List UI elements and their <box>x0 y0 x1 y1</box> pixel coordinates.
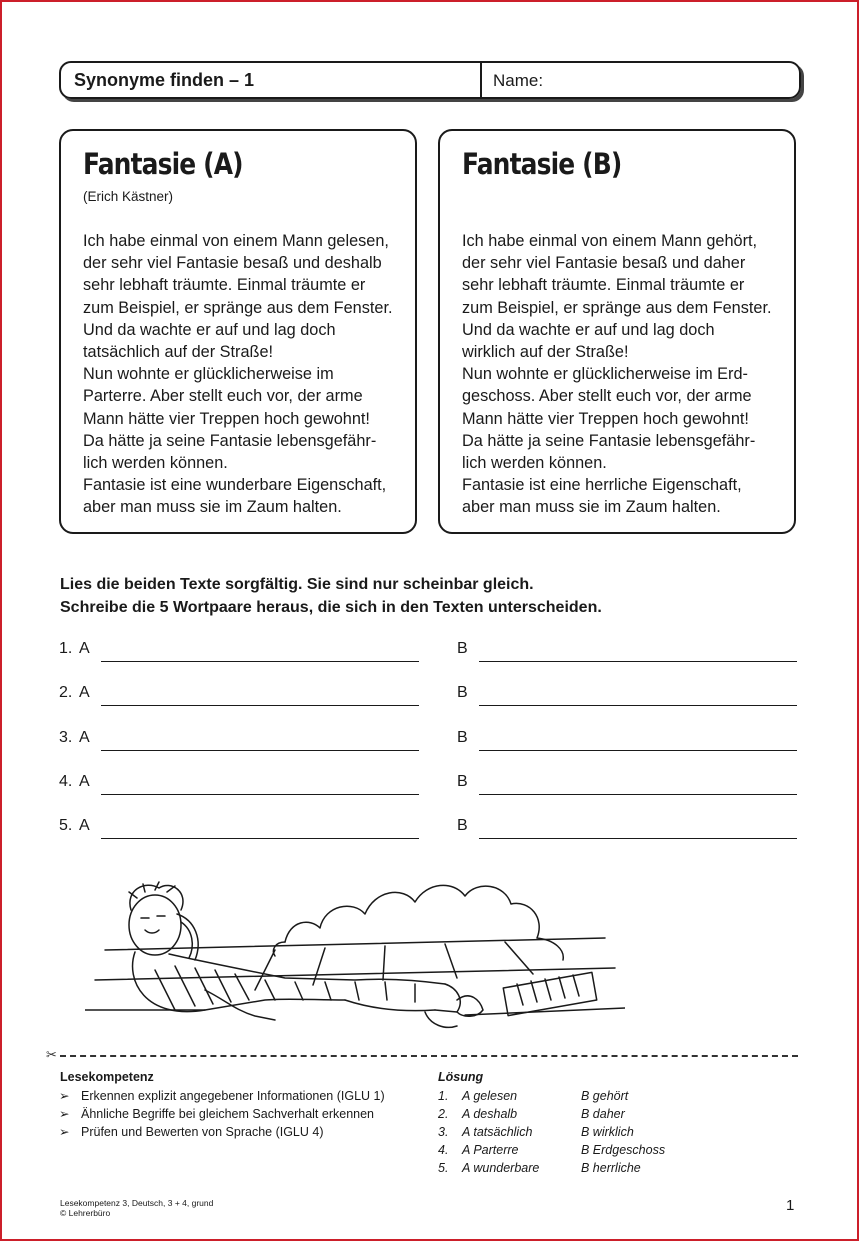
story-line: Fantasie ist eine wunderbare Eigenschaft, <box>83 476 387 495</box>
answer-row <box>0 773 859 797</box>
solution-b: B daher <box>581 1107 625 1121</box>
story-line: Und da wachte er auf und lag doch <box>83 320 336 339</box>
answer-number: 5. <box>59 817 73 834</box>
story-line: sehr lebhaft träumte. Einmal träumte er <box>462 276 745 295</box>
scissors-icon: ✂ <box>46 1047 57 1062</box>
story-author: (Erich Kästner) <box>83 189 174 204</box>
story-line: Nun wohnte er glücklicherweise im <box>83 365 334 384</box>
answer-label-a: A <box>79 684 90 701</box>
answer-row <box>0 640 859 664</box>
story-text-a <box>83 230 393 519</box>
story-title-b: Fantasie (B) <box>462 147 622 181</box>
list-item <box>59 1105 385 1123</box>
answer-line-b[interactable] <box>479 750 797 751</box>
answer-label-b: B <box>457 773 468 790</box>
answer-number: 3. <box>59 729 73 746</box>
answer-row <box>0 817 859 841</box>
answer-label-b: B <box>457 729 468 746</box>
solution-a: A gelesen <box>462 1089 518 1103</box>
answer-line-b[interactable] <box>479 705 797 706</box>
man-on-street-illustration <box>85 850 625 1040</box>
header-divider <box>480 63 482 97</box>
solution-row <box>438 1141 665 1159</box>
solution-number: 4. <box>438 1143 449 1157</box>
story-title-a: Fantasie (A) <box>83 147 243 181</box>
footer-line-2: © Lehrerbüro <box>60 1208 111 1218</box>
solution-b: B gehört <box>581 1089 629 1103</box>
story-box-b <box>438 129 796 534</box>
answer-line-a[interactable] <box>101 661 419 662</box>
solution-a: A tatsächlich <box>462 1125 533 1139</box>
solution-row <box>438 1087 665 1105</box>
lesekompetenz-title: Lesekompetenz <box>60 1070 154 1084</box>
arrow-bullet-icon: ➢ <box>59 1089 70 1103</box>
answer-label-b: B <box>457 684 468 701</box>
solution-number: 3. <box>438 1125 449 1139</box>
story-line: Parterre. Aber stellt euch vor, der arme <box>83 387 363 406</box>
answer-line-b[interactable] <box>479 661 797 662</box>
arrow-bullet-icon: ➢ <box>59 1107 70 1121</box>
list-item <box>59 1087 385 1105</box>
story-line: aber man muss sie im Zaum halten. <box>462 498 721 517</box>
answer-number: 4. <box>59 773 73 790</box>
loesung-list <box>438 1087 665 1177</box>
answer-label-b: B <box>457 640 468 657</box>
solution-number: 5. <box>438 1161 449 1175</box>
list-item-text: Erkennen explizit angegebener Informationen (IGLU 1) <box>81 1089 385 1103</box>
story-line: Fantasie ist eine herrliche Eigenschaft, <box>462 476 742 495</box>
worksheet-header <box>59 61 801 99</box>
worksheet-title: Synonyme finden – 1 <box>74 70 255 90</box>
story-line: lich werden können. <box>462 454 607 473</box>
solution-row <box>438 1123 665 1141</box>
solution-b: B Erdgeschoss <box>581 1143 666 1157</box>
solution-b: B herrliche <box>581 1161 641 1175</box>
answer-line-a[interactable] <box>101 794 419 795</box>
arrow-bullet-icon: ➢ <box>59 1125 70 1139</box>
answer-label-a: A <box>79 773 90 790</box>
story-line: sehr lebhaft träumte. Einmal träumte er <box>83 276 366 295</box>
answer-number: 1. <box>59 640 73 657</box>
task-line-1: Lies die beiden Texte sorgfältig. Sie sind nur scheinbar gleich. <box>60 576 534 593</box>
story-line: Nun wohnte er glücklicherweise im Erd- <box>462 365 748 384</box>
story-line: Mann hätte vier Treppen hoch gewohnt! <box>462 409 749 428</box>
story-line: tatsächlich auf der Straße! <box>83 343 274 362</box>
list-item-text: Ähnliche Begriffe bei gleichem Sachverhalt erkennen <box>81 1107 375 1121</box>
solution-a: A Parterre <box>462 1143 519 1157</box>
story-line: Ich habe einmal von einem Mann gehört, <box>462 232 758 250</box>
cut-line <box>60 1055 798 1057</box>
list-item <box>59 1123 385 1141</box>
solution-row <box>438 1105 665 1123</box>
answer-label-a: A <box>79 817 90 834</box>
page-number: 1 <box>786 1197 795 1214</box>
solution-row <box>438 1159 665 1177</box>
answer-label-b: B <box>457 817 468 834</box>
story-line: zum Beispiel, er spränge aus dem Fenster. <box>462 298 772 317</box>
answer-line-a[interactable] <box>101 705 419 706</box>
solution-b: B wirklich <box>581 1125 634 1139</box>
list-item-text: Prüfen und Bewerten von Sprache (IGLU 4) <box>81 1125 324 1139</box>
footer-source <box>60 1198 213 1218</box>
answer-line-a[interactable] <box>101 750 419 751</box>
story-line: der sehr viel Fantasie besaß und deshalb <box>83 254 382 273</box>
story-line: Da hätte ja seine Fantasie lebensgefähr- <box>462 431 756 450</box>
story-line: Mann hätte vier Treppen hoch gewohnt! <box>83 409 370 428</box>
lesekompetenz-list <box>59 1087 385 1141</box>
answer-label-a: A <box>79 729 90 746</box>
answer-row <box>0 684 859 708</box>
story-text-b <box>462 230 772 519</box>
answer-line-a[interactable] <box>101 838 419 839</box>
answer-number: 2. <box>59 684 73 701</box>
solution-a: A deshalb <box>462 1107 518 1121</box>
answer-line-b[interactable] <box>479 838 797 839</box>
story-line: aber man muss sie im Zaum halten. <box>83 498 342 517</box>
story-line: Ich habe einmal von einem Mann gelesen, <box>83 232 389 250</box>
story-line: geschoss. Aber stellt euch vor, der arme <box>462 387 752 406</box>
footer-line-1: Lesekompetenz 3, Deutsch, 3 + 4, grund <box>60 1198 214 1208</box>
answer-label-a: A <box>79 640 90 657</box>
story-line: zum Beispiel, er spränge aus dem Fenster. <box>83 298 393 317</box>
name-label: Name: <box>493 71 544 90</box>
story-line: Da hätte ja seine Fantasie lebensgefähr- <box>83 431 377 450</box>
loesung-title: Lösung <box>438 1070 484 1084</box>
answer-row <box>0 729 859 753</box>
story-line: Und da wachte er auf und lag doch <box>462 320 715 339</box>
solution-number: 1. <box>438 1089 449 1103</box>
task-instructions <box>60 573 602 619</box>
task-line-2: Schreibe die 5 Wortpaare heraus, die sich in den Texten unterscheiden. <box>60 599 602 616</box>
answer-line-b[interactable] <box>479 794 797 795</box>
story-box-a <box>59 129 417 534</box>
solution-a: A wunderbare <box>462 1161 540 1175</box>
story-line: wirklich auf der Straße! <box>462 343 629 362</box>
story-line: lich werden können. <box>83 454 228 473</box>
story-line: der sehr viel Fantasie besaß und daher <box>462 254 746 273</box>
solution-number: 2. <box>438 1107 449 1121</box>
